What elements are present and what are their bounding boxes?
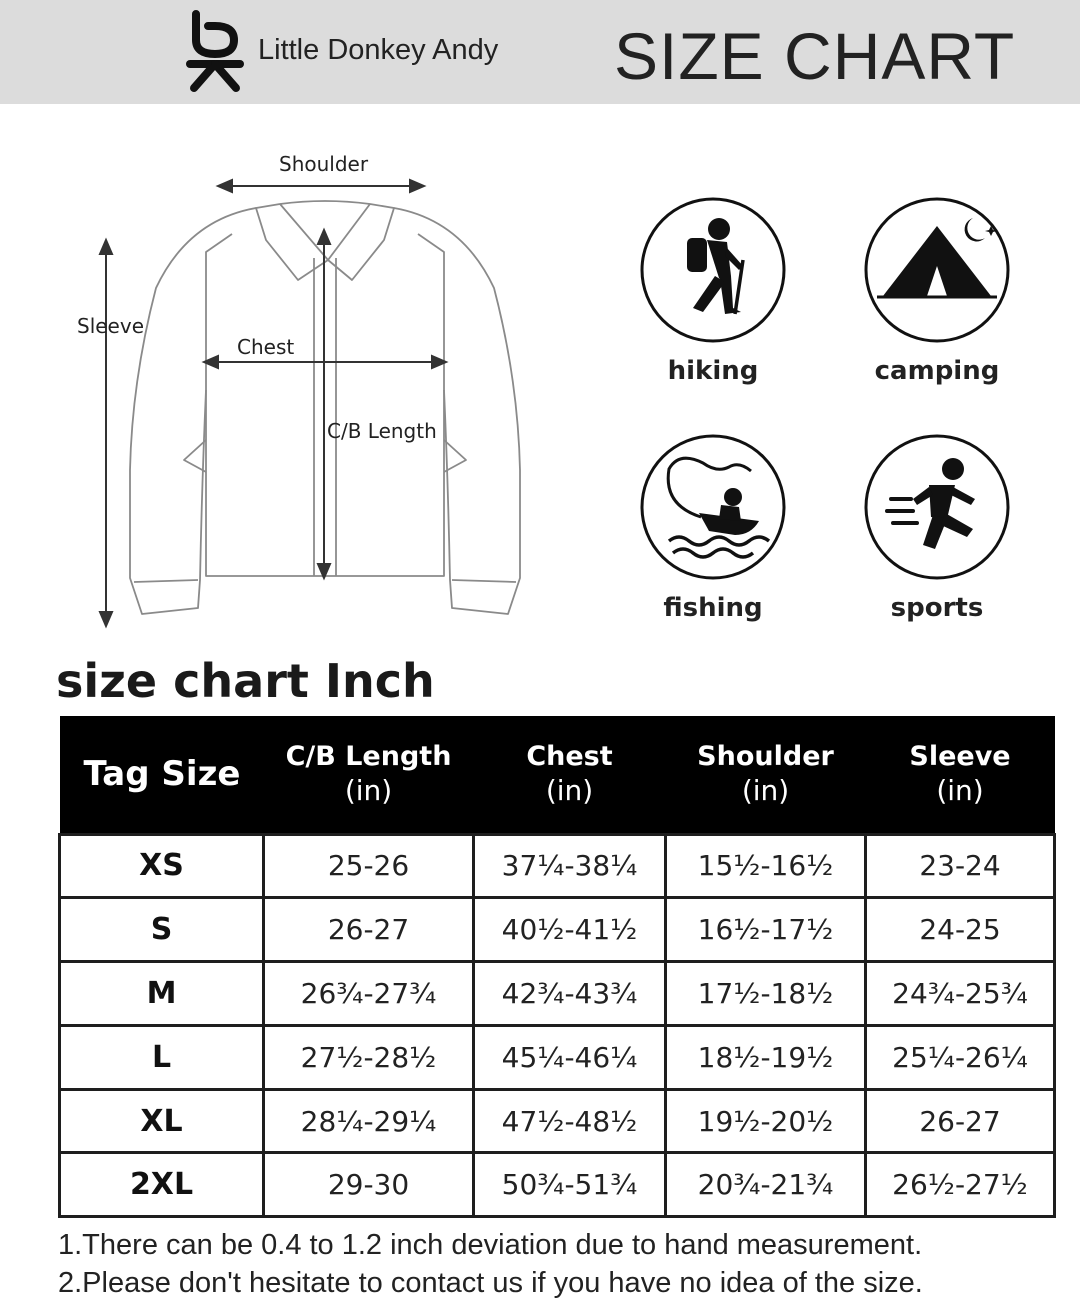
hiking-icon (639, 196, 787, 344)
chest-cell: 42¾-43¾ (474, 962, 666, 1026)
camping-tent-icon (863, 196, 1011, 344)
cb-length-cell: 27½-28½ (264, 1025, 474, 1089)
sleeve-label: Sleeve (77, 314, 145, 338)
header-unit: (in) (344, 774, 393, 808)
sleeve-cell: 24-25 (866, 898, 1055, 962)
header-unit: (in) (741, 774, 790, 808)
activity-hiking (628, 196, 798, 386)
table-header-row (60, 716, 1055, 834)
chest-cell: 45¼-46¼ (474, 1025, 666, 1089)
tag-size-cell: S (60, 898, 264, 962)
activity-label: fishing (663, 593, 763, 623)
note-deviation: 1.There can be 0.4 to 1.2 inch deviation due to hand measurement. (58, 1229, 923, 1261)
brand-logo-icon (186, 10, 244, 94)
cb-length-cell: 29-30 (264, 1153, 474, 1217)
table-row (60, 1089, 1055, 1153)
header-label: Sleeve (909, 741, 1011, 773)
chest-cell: 40½-41½ (474, 898, 666, 962)
table-row (60, 962, 1055, 1026)
header-bar (0, 0, 1080, 104)
size-table (58, 716, 1056, 1218)
header-unit: (in) (545, 774, 594, 808)
tag-size-cell: M (60, 962, 264, 1026)
shoulder-cell: 17½-18½ (666, 962, 866, 1026)
chest-cell: 37¼-38¼ (474, 834, 666, 898)
jacket-diagram (60, 140, 540, 640)
chest-cell: 50¾-51¾ (474, 1153, 666, 1217)
sleeve-cell: 24¾-25¾ (866, 962, 1055, 1026)
header-label: Chest (526, 741, 613, 773)
header-cb-length (264, 716, 474, 834)
sleeve-cell: 23-24 (866, 834, 1055, 898)
tag-size-cell: XS (60, 834, 264, 898)
header-label: Shoulder (697, 741, 834, 773)
shoulder-cell: 16½-17½ (666, 898, 866, 962)
sleeve-cell: 26½-27½ (866, 1153, 1055, 1217)
page-title: SIZE CHART (614, 19, 1016, 93)
sleeve-cell: 25¼-26¼ (866, 1025, 1055, 1089)
shoulder-cell: 19½-20½ (666, 1089, 866, 1153)
activity-label: camping (874, 356, 1000, 386)
activity-label: hiking (667, 356, 759, 386)
shoulder-label: Shoulder (279, 152, 369, 176)
fishing-icon (639, 433, 787, 581)
activity-sports (852, 433, 1022, 623)
cb-length-cell: 28¼-29¼ (264, 1089, 474, 1153)
shoulder-cell: 15½-16½ (666, 834, 866, 898)
header-chest (474, 716, 666, 834)
table-row (60, 1153, 1055, 1217)
cb-length-cell: 26-27 (264, 898, 474, 962)
sleeve-cell: 26-27 (866, 1089, 1055, 1153)
table-row (60, 1025, 1055, 1089)
chest-cell: 47½-48½ (474, 1089, 666, 1153)
table-row (60, 898, 1055, 962)
activity-camping (852, 196, 1022, 386)
header-label: C/B Length (285, 741, 452, 773)
cb-length-label: C/B Length (327, 419, 437, 443)
activity-label: sports (890, 593, 984, 623)
tag-size-cell: 2XL (60, 1153, 264, 1217)
notes (58, 1226, 923, 1302)
size-chart-title: size chart Inch (56, 654, 435, 708)
cb-length-cell: 25-26 (264, 834, 474, 898)
activity-fishing (628, 433, 798, 623)
chest-label: Chest (237, 335, 295, 359)
tag-size-cell: L (60, 1025, 264, 1089)
brand-name: Little Donkey Andy (258, 34, 499, 66)
tag-size-cell: XL (60, 1089, 264, 1153)
cb-length-cell: 26¾-27¾ (264, 962, 474, 1026)
header-unit: (in) (936, 774, 984, 808)
header-shoulder (666, 716, 866, 834)
shoulder-cell: 18½-19½ (666, 1025, 866, 1089)
note-contact: 2.Please don't hesitate to contact us if you have no idea of the size. (58, 1267, 923, 1299)
shoulder-cell: 20¾-21¾ (666, 1153, 866, 1217)
table-row (60, 834, 1055, 898)
header-sleeve (866, 716, 1055, 834)
header-tag-size: Tag Size (60, 716, 264, 834)
running-icon (863, 433, 1011, 581)
